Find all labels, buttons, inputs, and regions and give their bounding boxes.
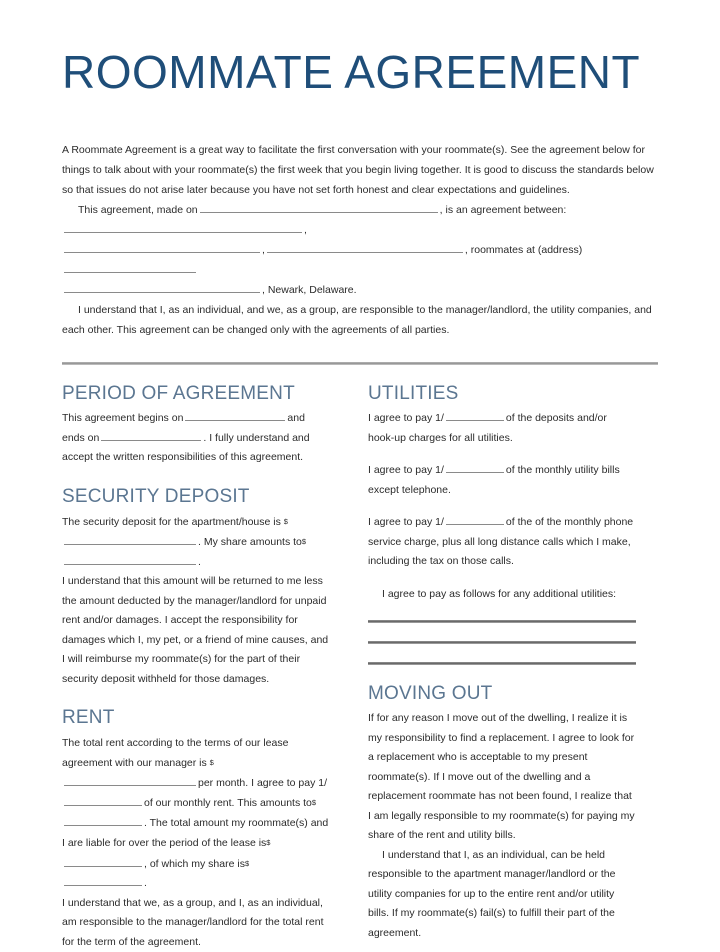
security-deposit-total-blank[interactable] — [64, 533, 196, 545]
dollar-sign-icon-rent-share: $ — [311, 798, 317, 808]
rent-lease-total-label: . The total amount my roommate(s) and I are liable for over the period of the lease is — [62, 816, 329, 850]
utilities-write-in-line-1[interactable] — [368, 620, 636, 623]
utilities-item-1-prefix: I agree to pay 1/ — [368, 412, 444, 425]
utilities-item-1-text: of the deposits and/or hook-up charges for all utilities. — [368, 412, 607, 444]
rent-total-label: The total rent according to the terms of our lease agreement with our manager is — [62, 736, 289, 770]
period-begins-label: This agreement begins on — [62, 412, 184, 425]
section-heading-period-of-agreement: PERIOD OF AGREEMENT — [62, 382, 295, 404]
utilities-item-3-prefix: I agree to pay 1/ — [368, 516, 444, 529]
agreement-party-1-blank[interactable] — [64, 221, 302, 233]
utilities-item-3-blank[interactable] — [446, 513, 504, 525]
rent-per-month-label: per month. I agree to pay 1/ — [198, 776, 327, 789]
utilities-write-in-line-2[interactable] — [368, 641, 636, 644]
section-heading-security-deposit: SECURITY DEPOSIT — [62, 485, 250, 507]
agreement-made-on-label: This agreement, made on — [78, 203, 198, 216]
utilities-item-2-blank[interactable] — [446, 461, 504, 473]
utilities-additional-label: I agree to pay as follows for any additional utilities: — [382, 587, 617, 600]
rent-body: I understand that we, as a group, and I, as an individual, am responsible to the manager/landlord for the total rent for the term of the agreement. — [62, 896, 324, 948]
intro-responsibility-paragraph: I understand that I, as an individual, and we, as a group, are responsible to the manager/landlord, the utility companies, and each other. This agreement can be changed only with the agreements of all parties. — [62, 303, 652, 336]
agreement-line-2-comma: , — [262, 243, 265, 256]
utilities-item-1 — [368, 409, 636, 448]
utilities-item-2-text: of the monthly utility bills except telephone. — [368, 464, 620, 496]
agreement-between-label: , is an agreement between: — [439, 203, 567, 216]
agreement-city-state-label: , Newark, Delaware. — [262, 283, 357, 296]
rent-my-share-label: , of which my share is — [144, 857, 245, 870]
utilities-item-3 — [368, 513, 636, 572]
moving-out-paragraph-1: If for any reason I move out of the dwelling, I realize it is my responsibility to find a replacement. I agree to look for a replacement who is acceptable to my present roommate(s). If I move out of the dwelling and a replacement roommate has not been found, I realize that I am legally responsible to my roommate(s) for paying my share of the rent and utility bills. — [368, 712, 635, 842]
utilities-item-3-text: of the of the monthly phone service charge, plus all long distance calls which I make, including the tax on those calls. — [368, 516, 634, 568]
rent-lease-total-blank[interactable] — [64, 855, 142, 867]
security-deposit-label: The security deposit for the apartment/house is — [62, 515, 281, 528]
agreement-city-blank[interactable] — [64, 281, 260, 293]
section-divider — [62, 362, 658, 365]
page-title: ROOMMATE AGREEMENT — [62, 46, 641, 98]
agreement-address-blank[interactable] — [64, 261, 196, 273]
body-columns — [62, 383, 658, 952]
security-deposit-share-label: . My share amounts to — [198, 536, 302, 549]
rent-total-blank[interactable] — [64, 774, 196, 786]
utilities-write-in-line-3[interactable] — [368, 662, 636, 665]
rent-my-share-blank[interactable] — [64, 874, 142, 886]
agreement-line-2 — [62, 240, 658, 280]
roommates-at-address-label: , roommates at (address) — [464, 243, 583, 256]
agreement-party-2-blank[interactable] — [64, 241, 260, 253]
agreement-line-1 — [62, 200, 658, 240]
intro-paragraph: A Roommate Agreement is a great way to facilitate the first conversation with your roommate(s). See the agreement below for things to talk about with your roommate(s) the first week that you begin living together. It is good to discuss the standards below so that issues do not arise later because you have not set forth honest and clear expectations and guidelines. — [62, 143, 654, 196]
utilities-item-1-blank[interactable] — [446, 409, 504, 421]
period-end-date-blank[interactable] — [101, 429, 201, 441]
rent-amounts — [62, 734, 330, 894]
moving-out-paragraph-2: I understand that I, as an individual, can be held responsible to the apartment manager/landlord or the utility companies for up to the entire rent and/or utility bills. If my roommate(s) fail(s) to fulfill their part of the agreement. — [368, 848, 616, 939]
dollar-sign-icon-share: $ — [301, 537, 307, 547]
utilities-item-2 — [368, 461, 636, 500]
period-ends-label: and ends on — [62, 412, 305, 444]
period-of-agreement-body — [62, 409, 330, 468]
section-heading-rent: RENT — [62, 707, 115, 729]
agreement-party-3-blank[interactable] — [267, 241, 463, 253]
period-begin-date-blank[interactable] — [185, 409, 285, 421]
security-deposit-share-blank[interactable] — [64, 553, 196, 565]
right-column — [368, 383, 636, 952]
rent-fraction-blank[interactable] — [64, 794, 142, 806]
section-heading-utilities: UTILITIES — [368, 382, 459, 404]
security-deposit-amounts — [62, 512, 330, 573]
security-deposit-period: . — [198, 555, 201, 568]
security-deposit-body: I understand that this amount will be returned to me less the amount deducted by the manager/landlord for unpaid rent and/or damages. I accept the responsibility for damages which I, my pet, or a friend of mine causes, and I will reimburse my roommate(s) for the part of their security deposit withheld for those damages. — [62, 575, 329, 685]
rent-period: . — [144, 877, 147, 890]
agreement-line-1-comma: , — [304, 223, 307, 236]
period-accept-label: . I fully understand and accept the written responsibilities of this agreement. — [62, 431, 310, 464]
utilities-item-2-prefix: I agree to pay 1/ — [368, 464, 444, 477]
intro-section — [62, 140, 658, 340]
section-heading-moving-out: MOVING OUT — [368, 683, 493, 705]
left-column — [62, 383, 330, 952]
dollar-sign-icon-lease-total: $ — [266, 838, 271, 848]
dollar-sign-icon: $ — [283, 516, 288, 526]
agreement-date-blank[interactable] — [200, 201, 438, 213]
dollar-sign-icon-my-share: $ — [244, 858, 250, 868]
agreement-line-3 — [62, 280, 658, 300]
rent-share-blank[interactable] — [64, 814, 142, 826]
dollar-sign-icon-rent-total: $ — [209, 758, 214, 768]
rent-monthly-label: of our monthly rent. This amounts to — [144, 797, 312, 810]
